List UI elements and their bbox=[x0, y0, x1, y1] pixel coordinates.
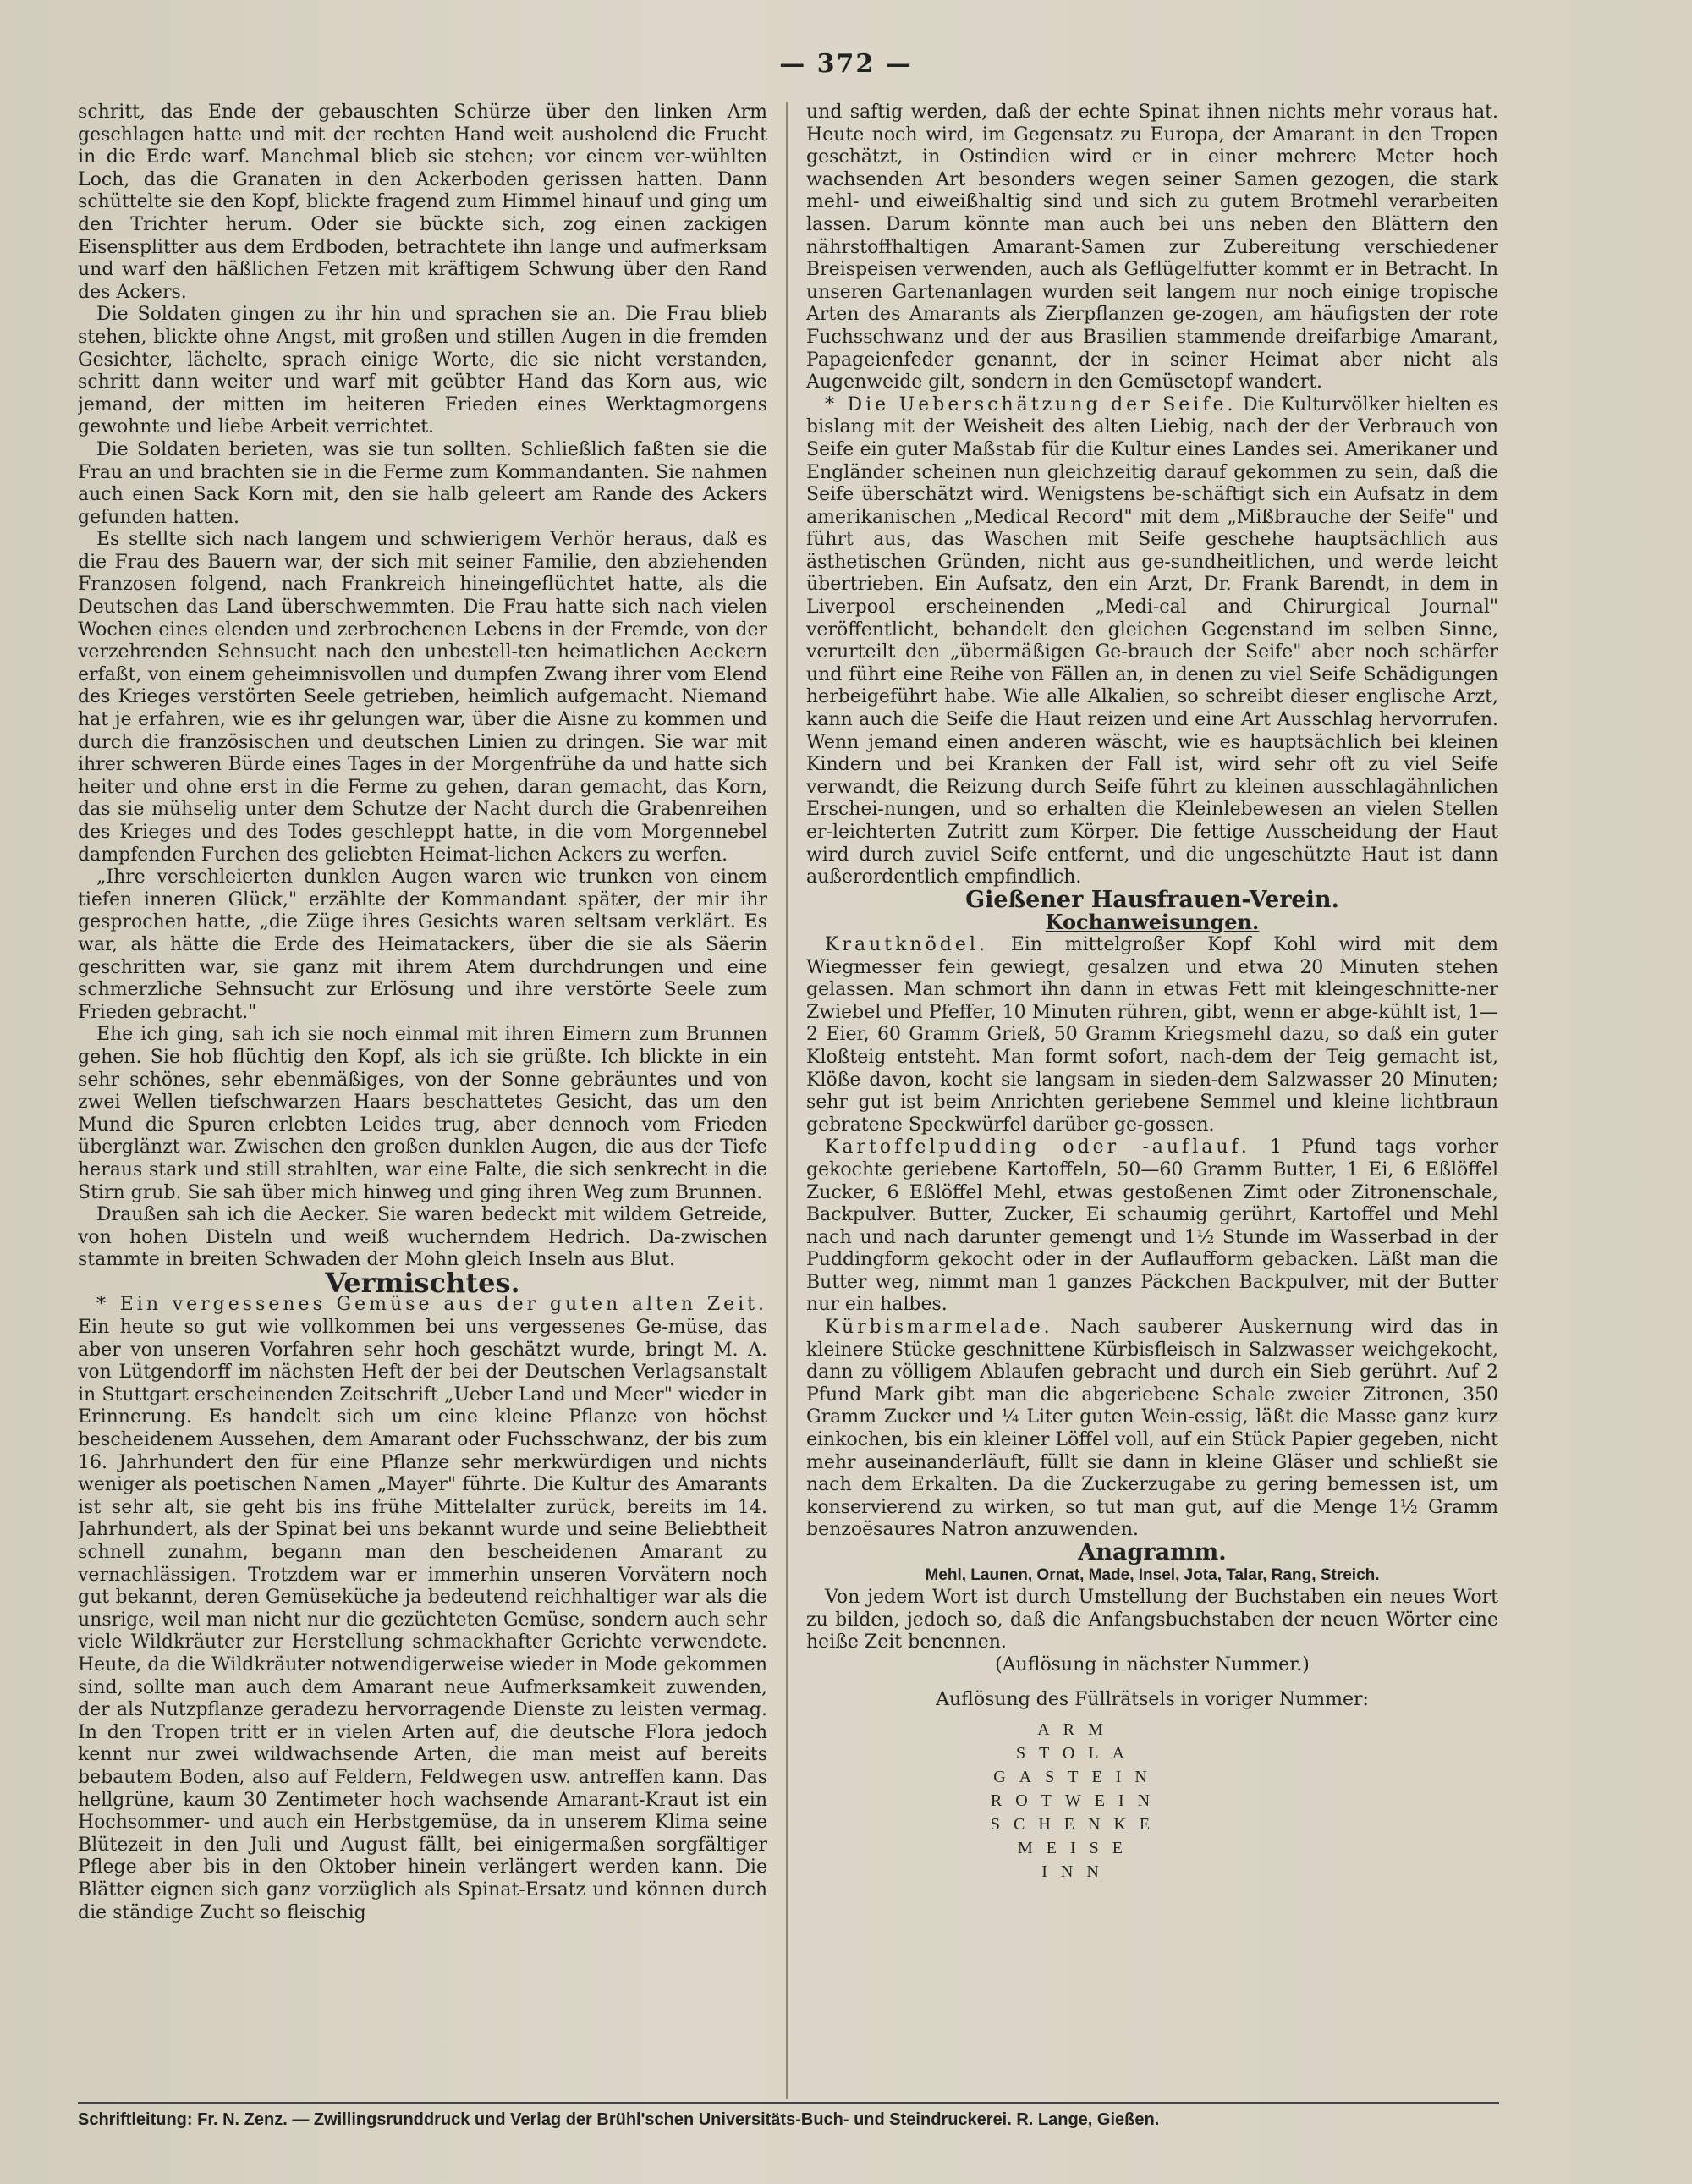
article-seife bbox=[806, 394, 1498, 889]
recipe bbox=[806, 934, 1498, 1136]
solution-line: ARM bbox=[1037, 1720, 1117, 1740]
solution-line: STOLA bbox=[1015, 1744, 1139, 1763]
page-number: — 372 — bbox=[779, 49, 913, 79]
story-paragraph: Die Soldaten gingen zu ihr hin und sprachen sie an. Die Frau blieb stehen, blickte ohne Angst, mit großen und stillen Augen in die fremden Gesichter, lächelte, sprach einige Worte, die sie nicht verstanden, schritt dann weiter und warf mit geübter Hand das Korn aus, wie jemand, der mitten im heiteren Frieden eines Werktagmorgens gewohnte und liebe Arbeit verrichtet. bbox=[78, 304, 767, 438]
recipe bbox=[806, 1317, 1498, 1542]
column-divider bbox=[786, 102, 788, 2099]
footer-rule bbox=[78, 2102, 1499, 2104]
imprint-footer: Schriftleitung: Fr. N. Zenz. — Zwillingsrunddruck und Verlag der Brühl'schen Universitäts-Buch- und Steindruckerei. R. Lange, Gießen. bbox=[78, 2110, 1160, 2129]
section-heading-hausfrauen-verein: Gießener Hausfrauen-Verein. bbox=[965, 886, 1339, 913]
story-paragraph: schritt, das Ende der gebauschten Schürze über den linken Arm geschlagen hatte und mit der rechten Hand weit ausholend die Frucht in die Erde warf. Manchmal blieb sie stehen; vor einem ver-wühlten Loch, das die Granaten in den Ackerboden gerissen hatten. Dann schüttelte sie den Kopf, blickte fragend zum Himmel hinauf und ging um den Trichter herum. Oder sie bückte sich, zog einen zackigen Eisensplitter aus dem Erdboden, betrachtete ihn lange und aufmerksam und warf den häßlichen Fetzen mit kräftigem Schwung über den Rand des Ackers. bbox=[78, 102, 767, 303]
left-column bbox=[78, 102, 767, 2090]
anagram-instructions: Von jedem Wort ist durch Umstellung der Buchstaben ein neues Wort zu bilden, jedoch so, daß die Anfangsbuchstaben der neuen Wörter eine heiße Zeit benennen. bbox=[806, 1587, 1498, 1653]
solution-line: SCHENKE bbox=[990, 1815, 1164, 1835]
story-paragraph: Die Soldaten berieten, was sie tun sollten. Schließlich faßten sie die Frau an und brachten sie in die Ferme zum Kommandanten. Sie nahmen auch einen Sack Korn mit, den sie halb geleert am Rande des Ackers gefunden hatten. bbox=[78, 438, 767, 528]
article-body: Ein heute so gut wie vollkommen bei uns vergessenes Ge-müse, das aber von unseren Vorfahren sehr hoch geschätzt wurde, bringt M. A. von Lütgendorff im nächsten Heft der bei der Deutschen Verlagsanstalt in Stuttgart erscheinenden Zeitschrift „Ueber Land und Meer" wieder in Erinnerung. Es handelt sich um eine kleine Pflanze von höchst bescheidenem Aussehen, dem Amarant oder Fuchsschwanz, der bis zum 16. Jahrhundert den für eine Pflanze sehr merkwürdigen und nichts weniger als poetischen Namen „Mayer" führte. Die Kultur des Amarants ist sehr alt, sie geht bis ins frühe Mittelalter zurück, bereits im 14. Jahrhundert, als der Spinat bei uns bekannt wurde und seine Beliebtheit schnell zunahm, begann man den bescheidenen Amarant zu vernachlässigen. Trotzdem war er immerhin unseren Vorvätern noch gut bekannt, deren Gemüseküche ja bedeutend reichhaltiger war als die unsrige, weil man nicht nur die gezüchteten Gemüse, sondern auch sehr viele Wildkräuter zur Herstellung schmackhafter Gerichte verwendete. Heute, da die Wildkräuter notwendigerweise wieder in Mode gekommen sind, sollte man auch dem Amarant neue Aufmerksamkeit zuwenden, der als Nutzpflanze geradezu hervorragende Dienste zu leisten vermag. In den Tropen tritt er in vielen Arten auf, die deutsche Flora jedoch kennt nur zwei wildwachsende Arten, die man meist auf bereits bebautem Boden, also auf Feldern, Feldwegen usw. antreffen kann. Das hellgrüne, kaum 30 Zentimeter hoch wachsende Amarant-Kraut ist ein Hochsommer- und auch ein Herbstgemüse, da in unserem Klima seine Blütezeit in den Juli und August fällt, bei einigermaßen sorgfältiger Pflege aber bis in den Oktober hinein verlängert werden kann. Die Blätter eignen sich ganz vorzüglich als Spinat-Ersatz und können durch die ständige Zucht so fleischig bbox=[78, 1317, 767, 1923]
section-heading-vermischtes: Vermischtes. bbox=[325, 1266, 520, 1299]
recipe-title: Kürbismarmelade. bbox=[825, 1317, 1053, 1339]
recipe bbox=[806, 1136, 1498, 1317]
article-title: * Ein vergessenes Gemüse aus der guten alten Zeit. bbox=[96, 1294, 767, 1316]
solution-line: INN bbox=[1041, 1862, 1112, 1882]
solution-line: MEISE bbox=[1018, 1839, 1136, 1858]
article-body: Die Kulturvölker hielten es bislang mit der Weisheit des alten Liebig, nach der der Verbrauch von Seife ein guter Maßstab für die Kultur eines Landes sei. Amerikaner und Engländer scheinen nun gleichzeitig darauf gekommen zu sein, daß die Seife überschätzt wird. Wenigstens be-schäftigt sich ein Aufsatz in dem amerikanischen „Medical Record" mit dem „Mißbrauche der Seife" und führt aus, das Waschen mit Seife geschehe hauptsächlich aus ästhetischen Gründen, nicht aus ge-sundheitlichen, und werde leicht übertrieben. Ein Aufsatz, den ein Arzt, Dr. Frank Barendt, in dem in Liverpool erscheinenden „Medi-cal and Chirurgical Journal" veröffentlicht, behandelt den gleichen Gegenstand im selben Sinne, verurteilt den „übermäßigen Ge-brauch der Seife" aber noch schärfer und führt eine Reihe von Fällen an, in denen zu viel Seife Schädigungen herbeigeführt habe. Wie alle Alkalien, so schreibt dieser englische Arzt, kann auch die Seife die Haut reizen und eine Art Ausschlag hervorrufen. Wenn jemand einen anderen wäscht, wie es hauptsächlich bei kleinen Kindern und bei Kranken der Fall ist, wird sehr oft zu viel Seife verwandt, die Reizung durch Seife führt zu kleinen ausschlagähnlichen Erschei-nungen, und so erhalten die Kleinlebewesen an vielen Stellen er-leichterten Zutritt zum Körper. Die fettige Ausscheidung der Haut wird durch zuviel Seife entfernt, und die ungeschützte Haut ist dann außerordentlich empfindlich. bbox=[806, 393, 1498, 888]
anagram-note: (Auflösung in nächster Nummer.) bbox=[995, 1653, 1310, 1675]
section-heading-anagramm: Anagramm. bbox=[1078, 1539, 1227, 1565]
solution-line: ROTWEIN bbox=[990, 1791, 1164, 1811]
story-paragraph: Ehe ich ging, sah ich sie noch einmal mit ihren Eimern zum Brunnen gehen. Sie hob flüchtig den Kopf, als ich sie grüßte. Ich blickte in ein sehr schönes, sehr ebenmäßiges, von der Sonne gebräuntes und von zwei Wellen tiefschwarzen Haars beschattetes Gesicht, das um den Mund die Spuren erlebten Leides trug, aber dennoch vom Frieden überglänzt war. Zwischen den großen dunklen Augen, die aus der Tiefe heraus stark und still strahlten, war eine Falte, die sich senkrecht in die Stirn grub. Sie sah über mich hinweg und ging ihren Weg zum Brunnen. bbox=[78, 1024, 767, 1203]
article-amarant bbox=[78, 1294, 767, 1924]
story-paragraph: Draußen sah ich die Aecker. Sie waren bedeckt mit wildem Getreide, von hohen Disteln und weiß wucherndem Hedrich. Da-zwischen stammte in breiten Schwaden der Mohn gleich Inseln aus Blut. bbox=[78, 1204, 767, 1271]
anagram-words: Mehl, Launen, Ornat, Made, Insel, Jota, Talar, Rang, Streich. bbox=[925, 1565, 1380, 1584]
recipe-body: Ein mittelgroßer Kopf Kohl wird mit dem Wiegmesser fein gewiegt, gesalzen und etwa 20 Minuten stehen gelassen. Man schmort ihn dann in etwas Fett mit kleingeschnitte-ner Zwiebel und Pfeffer, 10 Minuten rühren, gibt, wenn er abge-kühlt ist, 1—2 Eier, 60 Gramm Grieß, 50 Gramm Kriegsmehl dazu, so daß ein guter Kloßteig entsteht. Man formt sofort, nach-dem der Teig gemacht ist, Klöße davon, kocht sie langsam in sieden-dem Salzwasser 20 Minuten; sehr gut ist beim Anrichten geriebene Semmel und kleine lichtbraun gebratene Speckwürfel darüber ge-gossen. bbox=[806, 933, 1498, 1136]
article-continuation: und saftig werden, daß der echte Spinat ihnen nichts mehr voraus hat. Heute noch wird, im Gegensatz zu Europa, der Amarant in den Tropen geschätzt, in Ostindien wird er in einer mehrere Meter hoch wachsenden Art besonders wegen seiner Samen gezogen, die stark mehl- und eiweißhaltig sind und sich zu gutem Brotmehl verarbeiten lassen. Darum könnte man auch bei uns neben den Blättern den nährstoffhaltigen Amarant-Samen zur Zubereitung verschiedener Breispeisen verwenden, auch als Geflügelfutter kommt er in Betracht. In unseren Gartenanlagen wurden seit langem nur noch einige tropische Arten des Amarants als Zierpflanzen ge-zogen, am häufigsten der rote Fuchsschwanz und der aus Brasilien stammende dreifarbige Amarant, Papageienfeder genannt, der in seiner Heimat aber nicht als Augenweide gilt, sondern in den Gemüsetopf wandert. bbox=[806, 102, 1498, 393]
article-title: * Die Ueberschätzung der Seife. bbox=[825, 393, 1237, 415]
recipe-title: Kartoffelpudding oder -auflauf. bbox=[825, 1136, 1250, 1158]
story-paragraph: „Ihre verschleierten dunklen Augen waren wie trunken von einem tiefen inneren Glück," erzählte der Kommandant später, der mir ihr gesprochen hatte, „die Züge ihres Gesichts waren seltsam verklärt. Es war, als hätte die Erde des Heimatackers, über die sie als Säerin geschritten war, sie ganz mit ihrem Atem durchdrungen und eine schmerzliche Sehnsucht zur Erlösung und ihre verstörte Seele zum Frieden gebracht." bbox=[78, 866, 767, 1023]
section-subheading: Kochanweisungen. bbox=[1045, 910, 1260, 935]
right-column bbox=[806, 102, 1498, 2099]
solution-line: GASTEIN bbox=[993, 1768, 1161, 1787]
solution-grid bbox=[925, 1718, 1229, 1884]
solution-title: Auflösung des Füllrätsels in voriger Nummer: bbox=[936, 1688, 1369, 1710]
recipe-title: Krautknödel. bbox=[825, 933, 988, 955]
story-paragraph: Es stellte sich nach langem und schwierigem Verhör heraus, daß es die Frau des Bauern war, der sich mit seiner Familie, den abziehenden Franzosen folgend, nach Frankreich hineingeflüchtet hatte, als die Deutschen das Land überschwemmten. Die Frau hatte sich nach vielen Wochen eines elenden und zerbrochenen Lebens in der Fremde, von der verzehrenden Sehnsucht nach den unbestell-ten heimatlichen Aeckern erfaßt, von einem geheimnisvollen und dumpfen Zwang ihrer vom Elend des Krieges verstörten Seele getrieben, heimlich aufgemacht. Niemand hat je erfahren, wie es ihr gelungen war, über die Aisne zu kommen und durch die französischen und deutschen Linien zu dringen. Sie war mit ihrer schweren Bürde eines Tages in der Morgenfrühe da und hatte sich heiter und ohne erst in die Ferme zu gehen, daran gemacht, das Korn, das sie mühselig unter dem Schutze der Nacht durch die Grabenreihen des Krieges und des Todes geschleppt hatte, in die vom Morgennebel dampfenden Furchen des geliebten Heimat-lichen Ackers zu werfen. bbox=[78, 529, 767, 866]
recipe-body: 1 Pfund tags vorher gekochte geriebene Kartoffeln, 50—60 Gramm Butter, 1 Ei, 6 Eßlöffel Zucker, 6 Eßlöffel Mehl, etwas gestoßenen Zimt oder Zitronenschale, Backpulver. Butter, Zucker, Ei schaumig gerührt, Kartoffel und Mehl nach und nach darunter gemengt und 1½ Stunde im Wasserbad in der Puddingform gekocht oder in der Auflaufform gebacken. Läßt man die Butter weg, nimmt man 1 ganzes Päckchen Backpulver, mit der Butter nur ein halbes. bbox=[806, 1136, 1498, 1316]
recipe-body: Nach sauberer Auskernung wird das in kleinere Stücke geschnittene Kürbisfleisch in Salzwasser weichgekocht, dann zu völligem Ablaufen gebracht und durch ein Sieb gerührt. Auf 2 Pfund Mark gibt man die abgeriebene Schale zweier Zitronen, 350 Gramm Zucker und ¼ Liter guten Wein-essig, läßt die Masse ganz kurz einkochen, bis ein kleiner Löffel voll, auf ein Stück Papier gegeben, nicht mehr auseinanderläuft, füllt sie dann in kleine Gläser und schließt sie nach dem Erkalten. Da die Zuckerzugabe zu gering bemessen ist, um konservierend zu wirken, so tut man gut, auf die Menge 1½ Gramm benzoësaures Natron anzuwenden. bbox=[806, 1317, 1498, 1541]
